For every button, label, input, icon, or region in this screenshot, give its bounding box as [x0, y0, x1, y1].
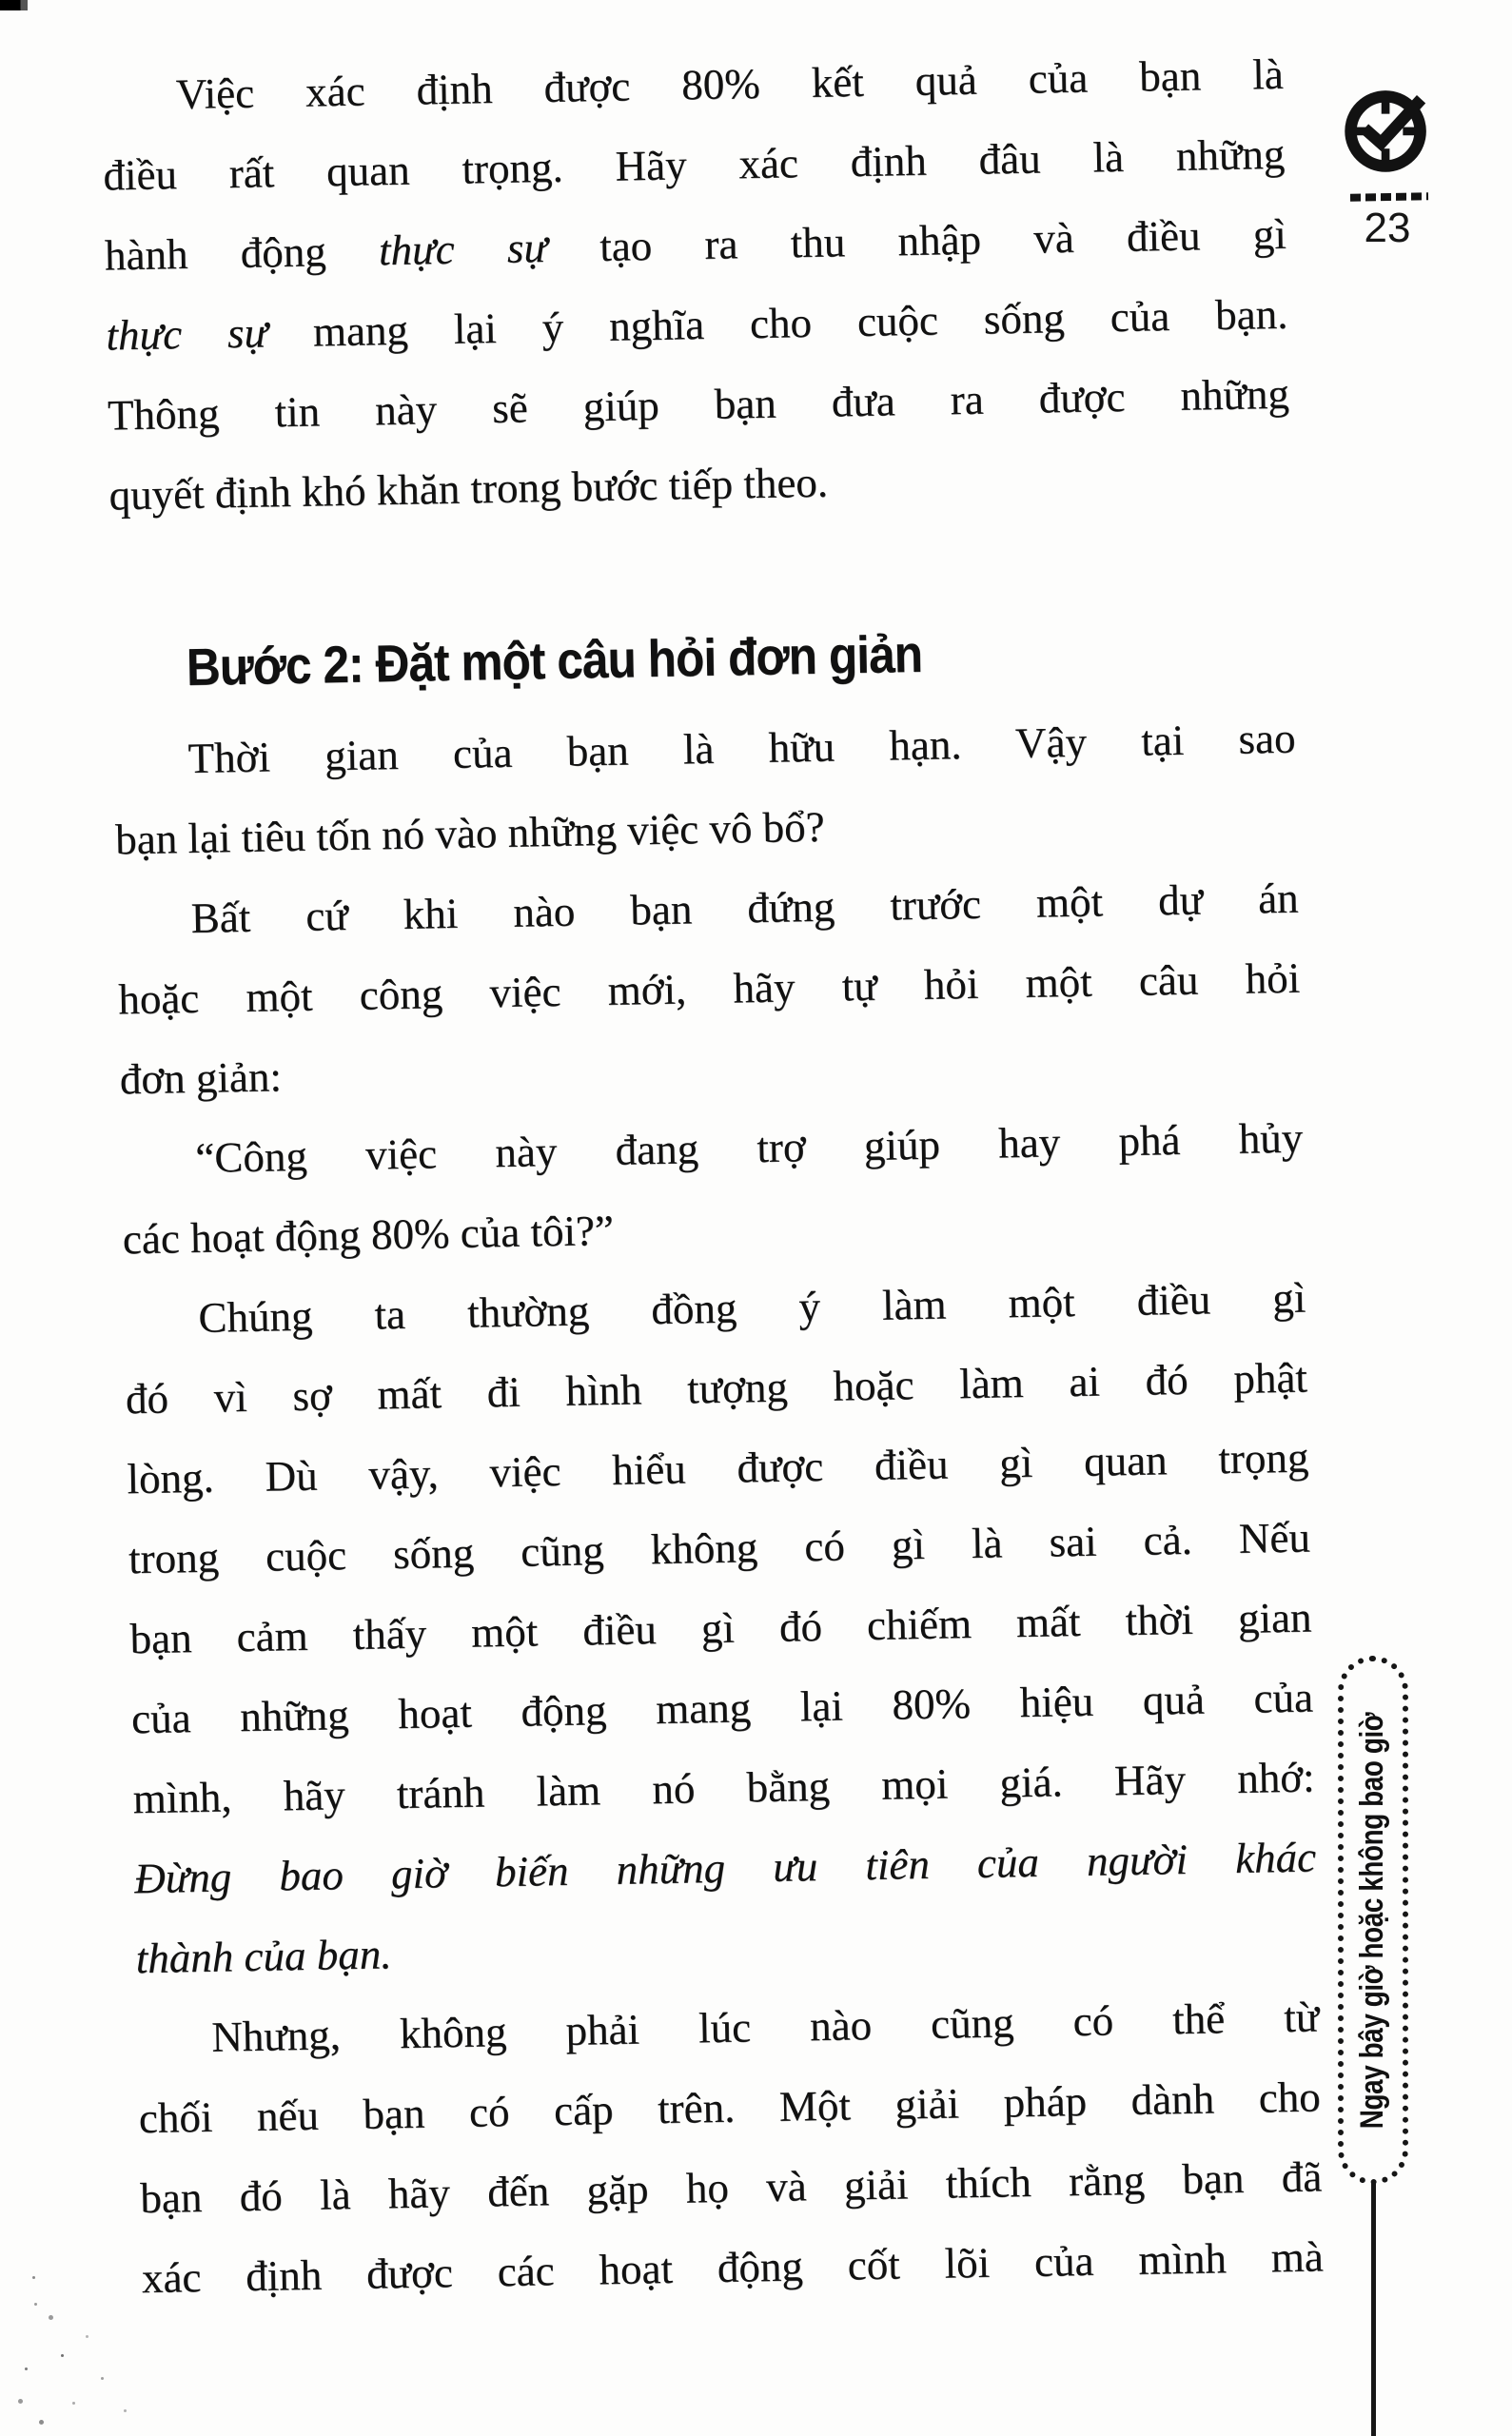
page-number: 23 [1364, 205, 1411, 251]
text-line: bạn cảm thấy một điều gì đó chiếm mất thời gian [129, 1593, 1312, 1663]
body-text [101, 34, 1324, 2318]
text-line: Bất cứ khi nào bạn đứng trước một dự án [190, 874, 1300, 942]
text-line: quyết định khó khăn trong bước tiếp theo. [108, 458, 829, 520]
clock-check-icon [1340, 74, 1435, 187]
text-line: Chúng ta thường đồng ý làm một điều gì [197, 1273, 1306, 1342]
book-title-vertical-text: Ngay bây giờ hoặc không bao giờ [1354, 1712, 1391, 2129]
text-line: chối nếu bạn có cấp trên. Một giải pháp dành cho [138, 2073, 1322, 2143]
text-line: Thời gian của bạn là hữu hạn. Vậy tại sao [187, 714, 1296, 782]
text-line: bạn lại tiêu tốn nó vào những việc vô bổ? [114, 802, 826, 864]
section-heading: Bước 2: Đặt một câu hỏi đơn giản [186, 623, 923, 697]
text-line: Việc xác định được 80% kết quả của bạn là [175, 49, 1285, 119]
text-line: bạn đó là hãy đến gặp họ và giải thích rằng bạn đã [139, 2152, 1323, 2223]
text-line: Đừng bao giờ biến những ưu tiên của người khác [133, 1833, 1317, 1903]
text-line: đó vì sợ mất đi hình tượng hoặc làm ai đó phật [125, 1353, 1308, 1424]
text-line: lòng. Dù vậy, việc hiểu được điều gì quan trọng [127, 1433, 1309, 1503]
text-line: trong cuộc sống cũng không có gì là sai cả. Nếu [128, 1513, 1311, 1583]
text-line: các hoạt động 80% của tôi?” [122, 1206, 615, 1264]
divider-dashes [1350, 192, 1428, 201]
text-line: thực sự mang lại ý nghĩa cho cuộc sống của bạn. [106, 289, 1288, 360]
book-title-sidebar [1338, 1656, 1408, 2185]
text-line: Nhưng, không phải lúc nào cũng có thể từ [210, 1993, 1320, 2061]
text-line: điều rất quan trọng. Hãy xác định đâu là những [102, 129, 1286, 200]
scan-artifact-corner [0, 0, 34, 10]
text-line: của những hoạt động mang lại 80% hiệu quả của [130, 1673, 1314, 1743]
text-line: thành của bạn. [135, 1930, 392, 1983]
text-line: “Công việc này đang trợ giúp hay phá hủy [194, 1113, 1304, 1182]
text-line: Thông tin này sẽ giúp bạn đưa ra được những [107, 369, 1290, 440]
text-line: đơn giản: [119, 1052, 283, 1104]
sidebar-rule [1371, 2183, 1376, 2436]
text-line: xác định được các hoạt động cốt lõi của mình mà [141, 2232, 1325, 2303]
text-line: hành động thực sự tạo ra thu nhập và điều gì [104, 209, 1287, 280]
scan-artifact-speckles [32, 2276, 35, 2279]
text-line: hoặc một công việc mới, hãy tự hỏi một câu hỏi [117, 953, 1301, 1024]
text-line: mình, hãy tránh làm nó bằng mọi giá. Hãy nhớ: [132, 1753, 1315, 1823]
